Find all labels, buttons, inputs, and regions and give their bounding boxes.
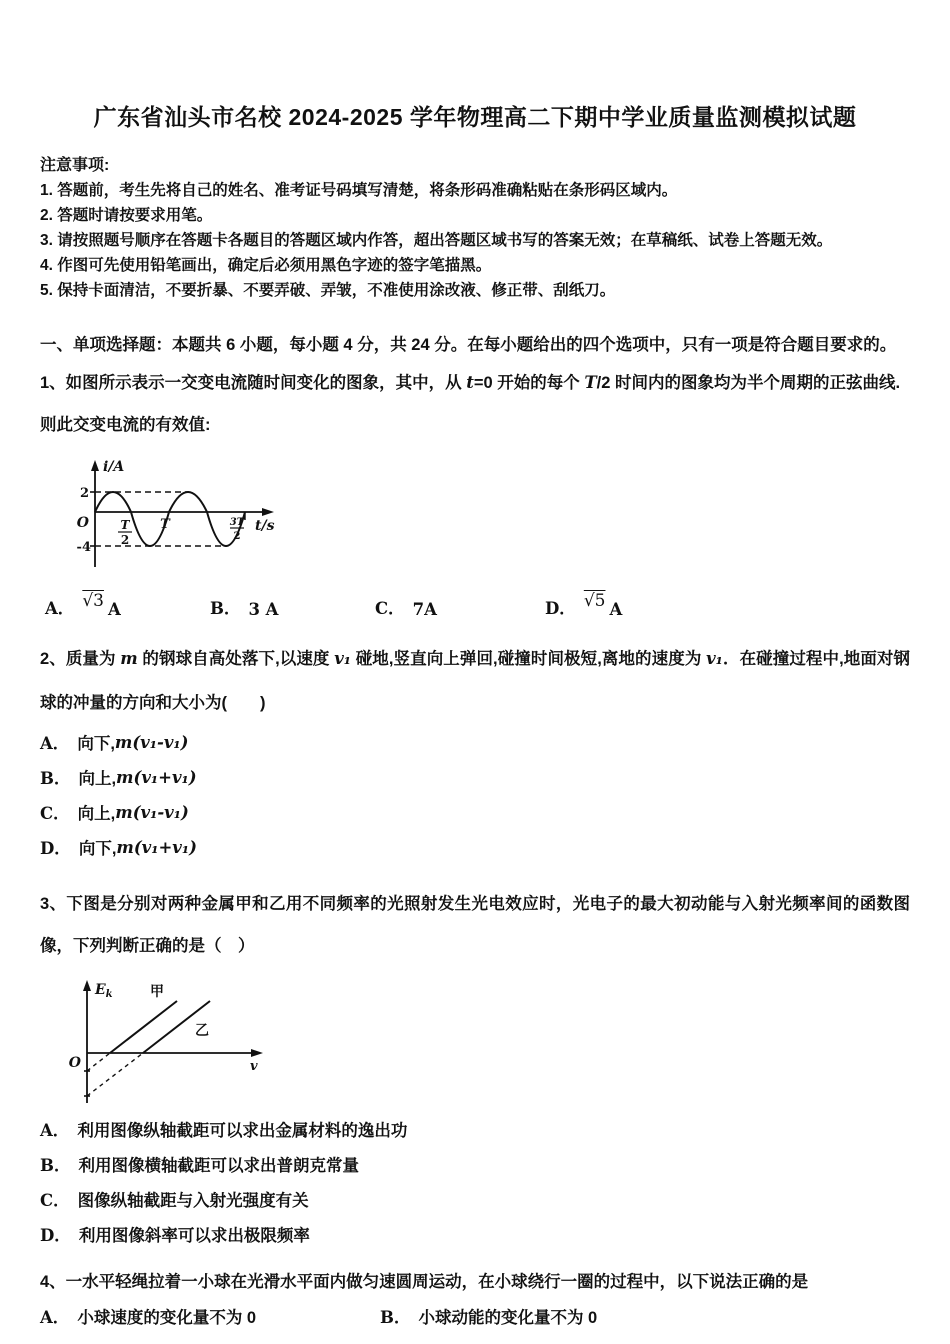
impulse-formula: m(v₁+v₁) — [116, 767, 197, 787]
q3-option-c: C． 图像纵轴截距与入射光强度有关 — [40, 1191, 309, 1210]
tick-T-half-denominator: 2 — [120, 532, 130, 547]
q3-stem: 3、下图是分别对两种金属甲和乙用不同频率的光照射发生光电效应时，光电子的最大初动能与入射光频率间的函数图像，下列判断正确的是（ ） — [40, 894, 910, 955]
x-axis-label: t/s — [255, 517, 275, 534]
q2-option-b: B． 向上, m(v₁+v₁) — [40, 767, 197, 788]
impulse-formula: m(v₁-v₁) — [115, 802, 189, 822]
q1-option-c: C． 7A — [375, 598, 437, 619]
current-time-graph — [65, 454, 295, 574]
line-yi-dashed-extension — [87, 1053, 143, 1096]
q2-option-d: D． 向下, m(v₁+v₁) — [40, 837, 197, 858]
question-4 — [40, 1270, 910, 1328]
x-axis-arrow-icon — [251, 1049, 263, 1057]
section-1-header: 一、单项选择题：本题共 6 小题，每小题 4 分，共 24 分。在每小题给出的四个选项中，只有一项是符合题目要求的。 — [40, 336, 897, 354]
q1-options — [40, 590, 910, 619]
line-yi-label: 乙 — [195, 1021, 209, 1038]
q3-graph — [55, 975, 910, 1112]
question-2 — [40, 637, 910, 865]
question-3 — [40, 883, 910, 1252]
photoelectric-graph — [55, 975, 295, 1107]
sqrt-expression: √3 — [82, 590, 104, 611]
q4-option-b: B． 小球动能的变化量不为 0 — [380, 1307, 598, 1327]
question-1 — [40, 371, 910, 619]
tick-3T-half-numerator: 3T — [229, 516, 245, 528]
y-axis-arrow-icon — [91, 460, 99, 471]
peak-value-label: 2 — [79, 485, 89, 501]
q1-option-a: A． √3 A — [45, 590, 121, 619]
x-axis-label: v — [250, 1058, 258, 1074]
tick-3T-half-denominator: 2 — [233, 530, 241, 542]
q1-graph — [65, 454, 910, 579]
tick-T-half-numerator: T — [120, 517, 130, 532]
q4-option-a: A． 小球速度的变化量不为 0 — [40, 1307, 257, 1327]
tick-T-label: T — [160, 516, 170, 532]
q3-option-a: A． 利用图像纵轴截距可以求出金属材料的逸出功 — [40, 1121, 408, 1140]
notice-item: 4. 作图可先使用铅笔画出，确定后必须用黑色字迹的签字笔描黑。 — [40, 257, 492, 274]
q2-option-a: A． 向下, m(v₁-v₁) — [40, 732, 189, 753]
q1-stem: 1、如图所示表示一交变电流随时间变化的图象，其中，从 t=0 开始的每个 T/2 时间内的图象均为半个周期的正弦曲线. — [40, 373, 901, 392]
page-title: 广东省汕头市名校 2024-2025 学年物理高二下期中学业质量监测模拟试题 — [93, 104, 857, 130]
q4-stem: 4、一水平轻绳拉着一小球在光滑水平面内做匀速圆周运动，在小球绕行一圈的过程中，以下说法正确的是 — [40, 1272, 809, 1291]
line-jia — [110, 1001, 177, 1053]
y-axis-label: i/A — [103, 458, 125, 475]
trough-value-label: -4 — [76, 539, 91, 555]
y-axis-label: $E_k$ — [95, 981, 113, 1000]
q3-option-b: B． 利用图像横轴截距可以求出普朗克常量 — [40, 1156, 359, 1175]
q1-prompt: 则此交变电流的有效值: — [40, 416, 211, 434]
current-curve — [95, 492, 245, 546]
notice-heading: 注意事项: — [40, 157, 110, 174]
origin-label: O — [76, 514, 89, 531]
x-axis-arrow-icon — [262, 508, 274, 516]
q4-options — [40, 1304, 910, 1328]
line-jia-label: 甲 — [150, 982, 164, 999]
impulse-formula: m(v₁-v₁) — [114, 732, 189, 752]
notice-section — [40, 154, 910, 303]
notice-item: 5. 保持卡面清洁，不要折暴、不要弄破、弄皱，不准使用涂改液、修正带、刮纸刀。 — [40, 282, 616, 299]
q1-option-d: D． √5 A — [545, 590, 623, 619]
notice-item: 2. 答题时请按要求用笔。 — [40, 207, 213, 224]
q2-option-c: C． 向上, m(v₁-v₁) — [40, 802, 189, 823]
q2-stem: 2、质量为 m 的钢球自高处落下,以速度 v₁ 碰地,竖直向上弹回,碰撞时间极短,离地的速度为 v₁．在碰撞过程中,地面对钢球的冲量的方向和大小为( ) — [40, 648, 911, 712]
origin-label: O — [68, 1054, 81, 1071]
line-jia-dashed-extension — [87, 1053, 110, 1071]
notice-item: 1. 答题前，考生先将自己的姓名、准考证号码填写清楚，将条形码准确粘贴在条形码区域内。 — [40, 182, 678, 199]
sqrt-expression: √5 — [583, 590, 606, 611]
y-axis-arrow-icon — [83, 980, 91, 991]
q3-option-d: D． 利用图像斜率可以求出极限频率 — [40, 1226, 310, 1245]
notice-item: 3. 请按照题号顺序在答题卡各题目的答题区域内作答，超出答题区域书写的答案无效；在草稿纸、试卷上答题无效。 — [40, 232, 833, 249]
q1-option-b: B． 3 A — [210, 598, 279, 619]
impulse-formula: m(v₁+v₁) — [116, 837, 197, 857]
